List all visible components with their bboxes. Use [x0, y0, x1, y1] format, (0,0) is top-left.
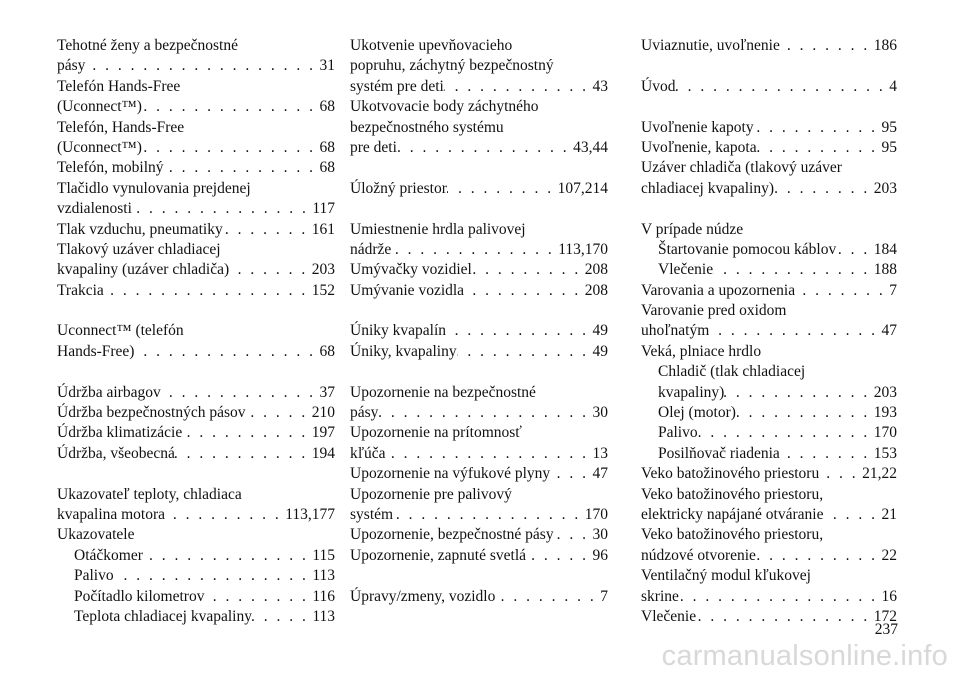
index-entry	[350, 423, 608, 443]
index-entry	[57, 321, 335, 341]
index-entry-term: pásy	[350, 404, 379, 422]
index-entry	[350, 485, 608, 505]
dot-leader	[447, 179, 558, 199]
dot-leader	[795, 281, 889, 301]
index-entry	[57, 546, 335, 566]
dot-leader	[698, 423, 874, 443]
index-entry	[641, 281, 897, 301]
index-entry-term: Telefón, Hands-Free	[57, 118, 185, 136]
index-entry-term: pre deti	[350, 138, 397, 156]
index-entry-term: kvapalina motora	[57, 505, 166, 523]
dot-leader	[104, 281, 312, 301]
index-entry-term: Údržba airbagov	[57, 383, 161, 401]
index-entry	[641, 260, 897, 280]
index-entry-page: 68	[319, 138, 335, 156]
index-entry-page: 49	[592, 342, 608, 360]
index-entry	[350, 240, 608, 260]
index-entry-term: Umiestnenie hrdla palivovej	[350, 220, 526, 238]
dot-leader	[444, 77, 593, 97]
dot-leader	[378, 403, 592, 423]
index-entry-page: 31	[319, 57, 335, 75]
dot-leader	[142, 138, 320, 158]
index-entry	[350, 403, 608, 423]
dot-leader	[736, 403, 874, 423]
index-entry-term: Teplota chladiacej kvapaliny	[74, 607, 252, 625]
index-entry	[350, 56, 608, 76]
dot-leader	[819, 464, 862, 484]
dot-leader	[142, 97, 320, 117]
dot-leader	[246, 403, 312, 423]
index-entry-term: Trakcia	[57, 281, 104, 299]
index-entry	[350, 138, 608, 158]
index-entry-page: 21,22	[862, 465, 897, 483]
index-entry-term: Údržba bezpečnostných pásov	[57, 404, 246, 422]
index-entry-term: Vlečenie	[641, 607, 697, 625]
index-entry-page: 7	[889, 281, 897, 299]
index-column-1	[57, 36, 335, 627]
index-entry-page: 210	[311, 404, 335, 422]
index-entry-term: Posilňovač riadenia	[658, 444, 780, 462]
dot-leader	[780, 444, 874, 464]
index-entry-page: 194	[311, 444, 335, 462]
dot-leader	[675, 77, 889, 97]
index-entry-page: 96	[592, 546, 608, 564]
index-entry-page: 68	[319, 98, 335, 116]
index-entry	[57, 240, 335, 260]
index-entry-page: 203	[873, 383, 897, 401]
index-entry	[641, 566, 897, 586]
index-entry-page: 113,170	[558, 240, 608, 258]
index-entry-term: Varovania a upozornenia	[641, 281, 796, 299]
index-entry-page: 16	[881, 587, 897, 605]
dot-leader	[780, 36, 874, 56]
index-entry-term: Úvod	[641, 77, 676, 95]
index-column-2	[350, 36, 608, 607]
index-entry	[641, 179, 897, 199]
index-entry-page: 172	[873, 607, 897, 625]
dot-leader	[386, 444, 593, 464]
index-entry	[350, 505, 608, 525]
dot-leader	[756, 546, 882, 566]
index-entry-page: 22	[881, 546, 897, 564]
index-entry	[641, 485, 897, 505]
index-entry-term: V prípade núdze	[641, 220, 744, 238]
index-entry-term: Ukazovateľ teploty, chladiaca	[57, 485, 242, 503]
dot-leader	[472, 260, 585, 280]
index-entry	[57, 220, 335, 240]
index-entry	[641, 321, 897, 341]
index-entry	[641, 444, 897, 464]
index-entry-page: 170	[873, 424, 897, 442]
index-entry-page: 107,214	[557, 179, 608, 197]
index-entry-page: 186	[873, 37, 897, 54]
dot-leader	[161, 383, 320, 403]
index-entry	[350, 383, 608, 403]
dot-leader	[713, 260, 874, 280]
index-entry-term: Údržba, všeobecná	[57, 444, 175, 462]
index-entry-term: (Uconnect™)	[57, 98, 142, 116]
dot-leader	[85, 56, 319, 76]
index-entry-term: Tlakový uzáver chladiacej	[57, 240, 221, 258]
index-entry	[350, 97, 608, 117]
index-entry	[57, 485, 335, 505]
index-entry-term: Údržba klimatizácie	[57, 424, 183, 442]
index-entry-term: Upozornenie, zapnuté svetlá	[350, 546, 527, 564]
dot-leader	[457, 342, 593, 362]
index-entry-term: Upozornenie na prítomnosť	[350, 424, 522, 442]
page-number: 237	[874, 621, 898, 638]
index-entry-term: Umývačky vozidiel	[350, 261, 472, 279]
index-entry	[641, 301, 897, 321]
dot-leader	[724, 383, 873, 403]
index-entry	[350, 220, 608, 240]
index-entry	[641, 607, 897, 627]
dot-leader	[229, 260, 312, 280]
index-entry-term: kvapaliny)	[658, 383, 725, 401]
index-entry-page: 49	[592, 322, 608, 340]
index-entry-term: Tlak vzduchu, pneumatiky	[57, 220, 223, 238]
index-entry-term: Umývanie vozidla	[350, 281, 465, 299]
index-entry	[57, 118, 335, 138]
index-entry-page: 117	[312, 200, 335, 218]
dot-leader	[393, 505, 585, 525]
index-entry	[57, 77, 335, 97]
index-entry-term: Tehotné ženy a bezpečnostné	[57, 37, 238, 54]
index-entry-page: 161	[311, 220, 335, 238]
index-entry	[350, 77, 608, 97]
index-entry-page: 197	[311, 424, 335, 442]
dot-leader	[391, 240, 558, 260]
dot-leader	[134, 342, 319, 362]
watermark-logo: carmanualsonline.info	[661, 640, 948, 672]
index-entry-term: systém	[350, 505, 394, 523]
index-entry-page: 113,177	[285, 505, 335, 523]
index-entry-term: Veká, plniace hrdlo	[641, 342, 762, 360]
index-entry-page: 30	[592, 526, 608, 544]
index-entry	[57, 444, 335, 464]
index-entry	[641, 138, 897, 158]
dot-leader	[679, 587, 882, 607]
index-entry-page: 116	[312, 587, 335, 605]
index-entry-term: kľúča	[350, 444, 386, 462]
index-entry-term: systém pre deti	[350, 77, 444, 95]
index-entry	[57, 260, 335, 280]
index-entry-term: skrine	[641, 587, 679, 605]
index-entry-page: 203	[873, 179, 897, 197]
index-entry	[57, 281, 335, 301]
index-entry-term: Hands-Free)	[57, 342, 135, 360]
index-entry	[641, 220, 897, 240]
index-entry-term: Úniky kvapalín	[350, 322, 446, 340]
index-entry-term: Veko batožinového priestoru	[641, 465, 820, 483]
index-column-3	[641, 36, 897, 627]
index-entry-page: 47	[881, 322, 897, 340]
index-entry	[57, 383, 335, 403]
index-entry-page: 95	[881, 138, 897, 156]
index-entry-term: Ukazovatele	[57, 526, 135, 544]
index-entry-term: Upozornenie na bezpečnostné	[350, 383, 536, 401]
index-entry-term: vzdialenosti	[57, 200, 132, 218]
index-entry	[350, 260, 608, 280]
index-entry-term: pásy	[57, 57, 86, 75]
dot-leader	[143, 546, 312, 566]
index-entry-page: 152	[311, 281, 335, 299]
index-entry	[350, 587, 608, 607]
index-entry	[57, 158, 335, 178]
index-entry	[57, 179, 335, 199]
dot-leader	[709, 321, 881, 341]
dot-leader	[836, 240, 874, 260]
index-entry-term: Ukotvovacie body záchytného	[350, 98, 539, 116]
index-entry	[57, 505, 335, 525]
index-entry	[57, 36, 335, 56]
index-entry-term: Uviaznutie, uvoľnenie	[641, 37, 780, 54]
index-entry-page: 208	[584, 281, 608, 299]
index-entry-term: Olej (motor)	[658, 404, 736, 422]
index-entry-term: Chladič (tlak chladiacej	[658, 363, 806, 381]
dot-leader	[774, 179, 874, 199]
index-entry-page: 68	[319, 159, 335, 177]
index-entry	[641, 77, 897, 97]
index-entry	[57, 607, 335, 627]
index-entry-term: Úložný priestor	[350, 179, 447, 197]
dot-leader	[132, 199, 312, 219]
index-entry-page: 7	[600, 587, 608, 605]
index-entry	[641, 118, 897, 138]
index-entry	[57, 138, 335, 158]
index-entry	[57, 423, 335, 443]
index-entry-term: Uconnect™ (telefón	[57, 322, 184, 340]
index-entry	[350, 525, 608, 545]
dot-leader	[757, 138, 882, 158]
index-entry	[350, 444, 608, 464]
dot-leader	[397, 138, 573, 158]
index-entry-term: Telefón, mobilný	[57, 159, 164, 177]
index-entry	[641, 342, 897, 362]
index-entry-page: 47	[592, 465, 608, 483]
index-entry-page: 43,44	[573, 138, 608, 156]
index-entry-page: 184	[873, 240, 897, 258]
dot-leader	[754, 118, 882, 138]
dot-leader	[464, 281, 585, 301]
index-entry	[350, 546, 608, 566]
index-entry	[641, 546, 897, 566]
index-entry	[57, 587, 335, 607]
index-entry-term: Uzáver chladiča (tlakový uzáver	[641, 159, 842, 177]
index-entry-term: Varovanie pred oxidom	[641, 302, 787, 320]
index-entry-page: 188	[873, 261, 897, 279]
index-entry-page: 113	[312, 607, 335, 625]
index-entry-term: Otáčkomer	[74, 546, 143, 564]
index-entry-page: 43	[592, 77, 608, 95]
index-entry-term: Veko batožinového priestoru,	[641, 526, 824, 544]
index-entry-term: Telefón Hands-Free	[57, 77, 181, 95]
index-entry-page: 170	[584, 505, 608, 523]
index-entry-term: Štartovanie pomocou káblov	[658, 240, 837, 258]
index-entry	[57, 525, 335, 545]
index-entry-page: 68	[319, 342, 335, 360]
index-entry-page: 13	[592, 444, 608, 462]
index-entry	[641, 464, 897, 484]
index-entry	[641, 587, 897, 607]
index-entry	[350, 321, 608, 341]
index-entry-term: Uvoľnenie, kapota	[641, 138, 757, 156]
dot-leader	[223, 220, 312, 240]
dot-leader	[164, 158, 320, 178]
index-entry-page: 208	[584, 261, 608, 279]
index-entry-term: Počítadlo kilometrov	[74, 587, 205, 605]
index-entry-page: 113	[312, 567, 335, 585]
index-entry-term: Ukotvenie upevňovacieho	[350, 37, 513, 54]
index-entry-page: 95	[881, 118, 897, 136]
index-entry	[641, 403, 897, 423]
index-entry	[641, 158, 897, 178]
index-entry-term: uhoľnatým	[641, 322, 710, 340]
index-entry-term: Palivo	[74, 567, 114, 585]
index-entry	[641, 362, 897, 382]
index-entry	[641, 525, 897, 545]
index-entry-page: 115	[312, 546, 335, 564]
index-entry-term: Úpravy/zmeny, vozidlo	[350, 587, 496, 605]
index-entry-page: 30	[592, 404, 608, 422]
index-entry-term: nádrže	[350, 240, 392, 258]
index-entry	[57, 403, 335, 423]
dot-leader	[550, 464, 592, 484]
index-entry-term: Upozornenie, bezpečnostné pásy	[350, 526, 554, 544]
dot-leader	[165, 505, 285, 525]
index-entry-term: Ventilačný modul kľukovej	[641, 567, 811, 585]
index-entry-term: Úniky, kvapaliny	[350, 342, 457, 360]
dot-leader	[204, 587, 312, 607]
index-entry	[350, 118, 608, 138]
index-entry-term: Upozornenie pre palivový	[350, 485, 512, 503]
index-entry	[350, 179, 608, 199]
dot-leader	[696, 607, 874, 627]
index-entry	[350, 281, 608, 301]
dot-leader	[554, 525, 593, 545]
index-entry	[350, 464, 608, 484]
dot-leader	[114, 566, 313, 586]
index-entry-term: Veko batožinového priestoru,	[641, 485, 824, 503]
index-entry	[350, 36, 608, 56]
index-entry	[57, 566, 335, 586]
index-entry-term: Upozornenie na výfukové plyny	[350, 465, 551, 483]
dot-leader	[446, 321, 593, 341]
index-entry	[641, 36, 897, 56]
index-entry-term: kvapaliny (uzáver chladiča)	[57, 261, 230, 279]
dot-leader	[252, 607, 312, 627]
index-entry-term: bezpečnostného systému	[350, 118, 504, 136]
index-entry-page: 4	[889, 77, 897, 95]
index-entry-term: Tlačidlo vynulovania prejdenej	[57, 179, 251, 197]
index-entry-page: 21	[881, 505, 897, 523]
index-entry	[57, 342, 335, 362]
dot-leader	[526, 546, 592, 566]
index-entry-page: 203	[311, 261, 335, 279]
index-entry-term: Uvoľnenie kapoty	[641, 118, 754, 136]
dot-leader	[495, 587, 600, 607]
index-entry-term: elektricky napájané otváranie	[641, 505, 824, 523]
dot-leader	[182, 423, 312, 443]
index-entry-term: chladiacej kvapaliny)	[641, 179, 774, 197]
dot-leader	[823, 505, 881, 525]
index-entry	[641, 505, 897, 525]
index-entry-term: Vlečenie	[658, 261, 714, 279]
dot-leader	[175, 444, 312, 464]
index-entry	[350, 342, 608, 362]
index-entry-page: 37	[319, 383, 335, 401]
index-entry-term: popruhu, záchytný bezpečnostný	[350, 57, 554, 75]
index-entry-page: 193	[873, 404, 897, 422]
index-entry	[57, 97, 335, 117]
index-entry	[641, 383, 897, 403]
index-entry	[57, 199, 335, 219]
index-entry	[57, 56, 335, 76]
index-entry	[641, 423, 897, 443]
index-entry-term: (Uconnect™)	[57, 138, 142, 156]
index-entry-term: núdzové otvorenie	[641, 546, 756, 564]
index-entry-page: 153	[873, 444, 897, 462]
index-entry	[641, 240, 897, 260]
index-entry-term: Palivo	[658, 424, 698, 442]
